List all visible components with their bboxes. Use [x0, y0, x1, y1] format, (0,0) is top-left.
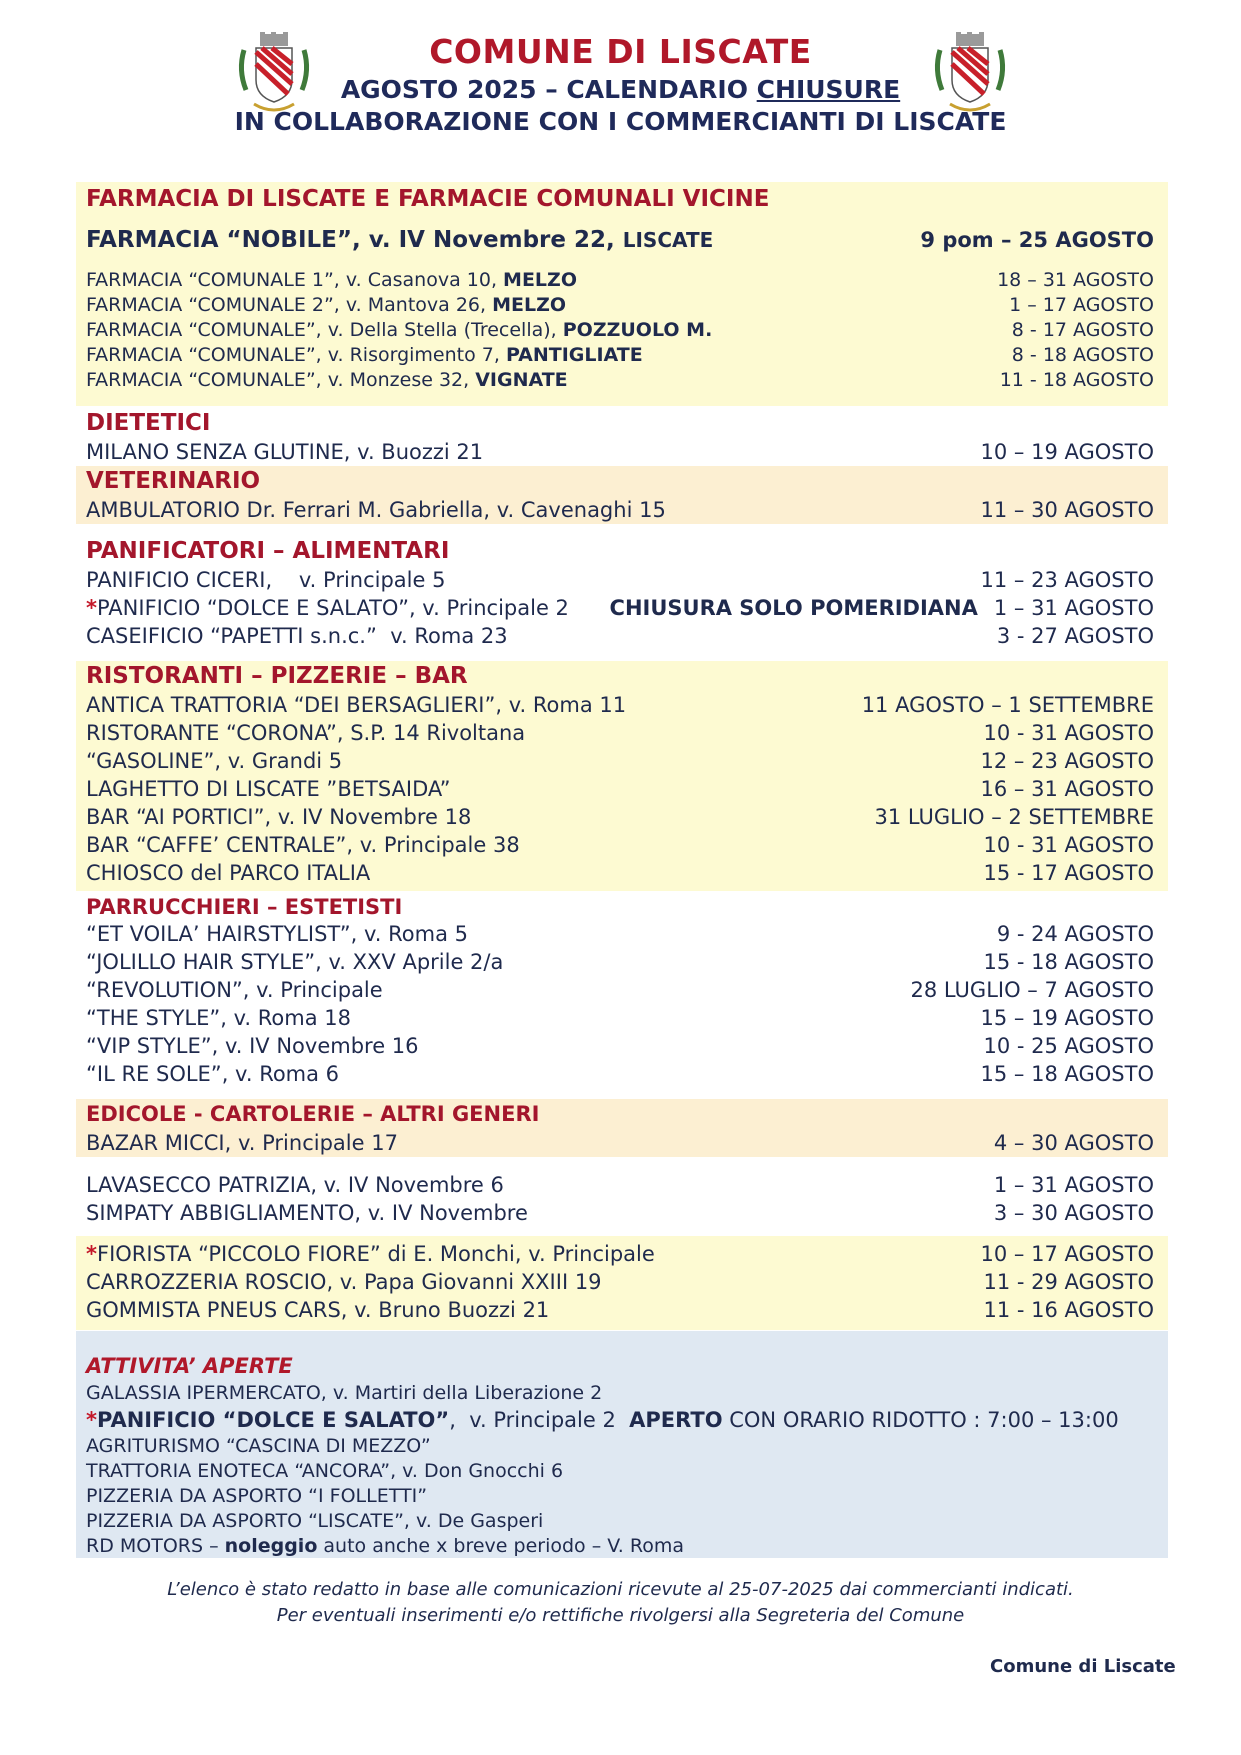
item-name: “THE STYLE”, v. Roma 18 — [86, 1006, 351, 1030]
item-town: VIGNATE — [475, 369, 568, 391]
item-date: 9 - 24 AGOSTO — [996, 922, 1154, 946]
list-item — [86, 1129, 1154, 1157]
section-ristoranti — [76, 661, 1168, 891]
item-date: 8 - 17 AGOSTO — [1011, 319, 1154, 341]
list-item — [86, 747, 1154, 775]
item-name: AMBULATORIO Dr. Ferrari M. Gabriella, v. Cavenaghi 15 — [86, 498, 666, 522]
item-name: FARMACIA “COMUNALE 1”, v. Casanova 10, — [86, 269, 504, 291]
item-date: 1 – 17 AGOSTO — [1009, 294, 1154, 316]
item-date: 28 LUGLIO – 7 AGOSTO — [910, 978, 1154, 1002]
category-title: ATTIVITA’ APERTE — [86, 1354, 293, 1378]
footer-note — [0, 1577, 1241, 1629]
item-text: GALASSIA IPERMERCATO, v. Martiri della Liberazione 2 — [86, 1382, 603, 1404]
category-title: RISTORANTI – PIZZERIE – BAR — [86, 663, 468, 689]
item-note: CHIUSURA SOLO POMERIDIANA — [609, 596, 978, 620]
item-date: 11 - 29 AGOSTO — [983, 1270, 1154, 1294]
list-item — [86, 719, 1154, 747]
list-item — [86, 318, 1154, 343]
item-date: 8 - 18 AGOSTO — [1011, 344, 1154, 366]
item-name: CASEIFICIO “PAPETTI s.n.c.” v. Roma 23 — [86, 624, 508, 648]
item-town: POZZUOLO M. — [562, 319, 713, 341]
list-item — [86, 859, 1154, 887]
item-date: 11 – 30 AGOSTO — [980, 498, 1154, 522]
item-text: PIZZERIA DA ASPORTO “LISCATE”, v. De Gasperi — [86, 1510, 544, 1532]
item-text: AGRITURISMO “CASCINA DI MEZZO” — [86, 1435, 431, 1457]
category-title: EDICOLE - CARTOLERIE – ALTRI GENERI — [86, 1102, 540, 1126]
item-name: FIORISTA “PICCOLO FIORE” di E. Monchi, v. Principale — [96, 1242, 655, 1266]
item-name: “ET VOILA’ HAIRSTYLIST”, v. Roma 5 — [86, 922, 469, 946]
asterisk-mark: * — [86, 1242, 97, 1266]
section-dietetici — [76, 408, 1168, 464]
item-name: “JOLILLO HAIR STYLE”, v. XXV Aprile 2/a — [86, 950, 504, 974]
list-item — [86, 1434, 1154, 1459]
category-title: DIETETICI — [86, 410, 211, 436]
list-item — [86, 1459, 1154, 1484]
page-subtitle-2: IN COLLABORAZIONE CON I COMMERCIANTI DI LISCATE — [234, 107, 1007, 136]
list-item — [86, 691, 1154, 719]
item-text: PIZZERIA DA ASPORTO “I FOLLETTI” — [86, 1485, 428, 1507]
item-name: CHIOSCO del PARCO ITALIA — [86, 861, 371, 885]
list-item — [86, 622, 1154, 650]
item-name: BAR “CAFFE’ CENTRALE”, v. Principale 38 — [86, 833, 520, 857]
item-name: RISTORANTE “CORONA”, S.P. 14 Rivoltana — [86, 721, 526, 745]
section-parrucchieri — [76, 894, 1168, 1090]
item-name: PANIFICIO “DOLCE E SALATO” — [96, 1408, 450, 1432]
section-edicole — [76, 1099, 1168, 1157]
section-veterinario — [76, 466, 1168, 524]
category-title: PANIFICATORI – ALIMENTARI — [86, 538, 450, 564]
item-name: BAR “AI PORTICI”, v. IV Novembre 18 — [86, 805, 472, 829]
item-text: TRATTORIA ENOTECA “ANCORA”, v. Don Gnocchi 6 — [86, 1460, 564, 1482]
item-date: 10 - 31 AGOSTO — [983, 833, 1154, 857]
item-date: 11 – 23 AGOSTO — [980, 568, 1154, 592]
item-highlight: noleggio — [224, 1535, 318, 1557]
item-name: BAZAR MICCI, v. Principale 17 — [86, 1131, 398, 1155]
list-item — [86, 1060, 1154, 1088]
list-item — [86, 1509, 1154, 1534]
list-item — [86, 948, 1154, 976]
item-name: FARMACIA “NOBILE”, v. IV Novembre 22, — [86, 227, 623, 253]
item-name: LAGHETTO DI LISCATE ”BETSAIDA” — [86, 777, 451, 801]
item-text: auto anche x breve periodo – V. Roma — [317, 1535, 684, 1557]
item-date: 31 LUGLIO – 2 SETTEMBRE — [874, 805, 1154, 829]
list-item — [86, 1268, 1154, 1296]
item-date: 4 – 30 AGOSTO — [993, 1131, 1154, 1155]
list-item — [86, 1296, 1154, 1324]
footer-line: Per eventuali inserimenti e/o rettifiche rivolgersi alla Segreteria del Comune — [276, 1605, 965, 1626]
category-title: FARMACIA DI LISCATE E FARMACIE COMUNALI VICINE — [86, 186, 770, 212]
item-date: 11 - 16 AGOSTO — [983, 1298, 1154, 1322]
item-date: 11 - 18 AGOSTO — [999, 369, 1154, 391]
list-item — [86, 1534, 1154, 1559]
item-town: MELZO — [492, 294, 566, 316]
item-town: MELZO — [503, 269, 577, 291]
list-item — [86, 1406, 1154, 1434]
section-farmacie — [76, 182, 1168, 406]
section-altri-2 — [76, 1236, 1168, 1330]
item-town: PANTIGLIATE — [505, 344, 643, 366]
item-name: FARMACIA “COMUNALE”, v. Monzese 32, — [86, 369, 476, 391]
subtitle-text: AGOSTO 2025 – CALENDARIO — [340, 75, 757, 104]
page-title: COMUNE DI LISCATE — [429, 32, 812, 71]
item-name: ANTICA TRATTORIA “DEI BERSAGLIERI”, v. Roma 11 — [86, 693, 627, 717]
item-date: 15 - 18 AGOSTO — [983, 950, 1154, 974]
list-item — [86, 831, 1154, 859]
signature: Comune di Liscate — [990, 1656, 1176, 1677]
item-date: 15 – 19 AGOSTO — [980, 1006, 1154, 1030]
item-date: 1 – 31 AGOSTO — [993, 1173, 1154, 1197]
list-item — [86, 1484, 1154, 1509]
item-town: LISCATE — [622, 228, 714, 252]
item-date: 10 – 19 AGOSTO — [980, 440, 1154, 464]
subtitle-underlined: CHIUSURE — [756, 75, 901, 104]
list-item — [86, 343, 1154, 368]
asterisk-mark: * — [86, 596, 97, 620]
list-item — [86, 438, 1154, 466]
item-date: 10 – 17 AGOSTO — [980, 1242, 1154, 1266]
list-item — [86, 1240, 1154, 1268]
list-item — [86, 920, 1154, 948]
section-altri — [76, 1171, 1168, 1227]
category-title: VETERINARIO — [86, 468, 261, 494]
item-address: , v. Principale 2 — [449, 1408, 630, 1432]
item-hours: CON ORARIO RIDOTTO : 7:00 – 13:00 — [722, 1408, 1119, 1432]
item-date: 3 – 30 AGOSTO — [993, 1201, 1154, 1225]
section-panificatori — [76, 536, 1168, 648]
list-item — [86, 775, 1154, 803]
item-date: 11 AGOSTO – 1 SETTEMBRE — [861, 693, 1154, 717]
item-date: 15 - 17 AGOSTO — [983, 861, 1154, 885]
list-item — [86, 566, 1154, 594]
item-date: 1 – 31 AGOSTO — [993, 596, 1154, 620]
item-name: RD MOTORS – — [86, 1535, 225, 1557]
list-item — [86, 1381, 1154, 1406]
item-date: 3 - 27 AGOSTO — [996, 624, 1154, 648]
list-item — [86, 1199, 1154, 1227]
item-date: 15 – 18 AGOSTO — [980, 1062, 1154, 1086]
category-title: PARRUCCHIERI – ESTETISTI — [86, 895, 403, 919]
list-item — [86, 496, 1154, 524]
list-item — [86, 224, 1154, 256]
list-item — [86, 1032, 1154, 1060]
list-item — [86, 803, 1154, 831]
item-name: “IL RE SOLE”, v. Roma 6 — [86, 1062, 340, 1086]
item-name: FARMACIA “COMUNALE 2”, v. Mantova 26, — [86, 294, 493, 316]
item-name: FARMACIA “COMUNALE”, v. Risorgimento 7, — [86, 344, 506, 366]
asterisk-mark: * — [86, 1408, 97, 1432]
list-item — [86, 268, 1154, 293]
item-name: PANIFICIO “DOLCE E SALATO”, v. Principale 2 — [96, 596, 569, 620]
page-subtitle — [0, 74, 1241, 106]
item-name: PANIFICIO CICERI, v. Principale 5 — [86, 568, 446, 592]
list-item — [86, 594, 1154, 622]
item-name: GOMMISTA PNEUS CARS, v. Bruno Buozzi 21 — [86, 1298, 550, 1322]
item-name: “VIP STYLE”, v. IV Novembre 16 — [86, 1034, 419, 1058]
list-item — [86, 976, 1154, 1004]
section-aperte — [76, 1331, 1168, 1558]
item-date: 18 – 31 AGOSTO — [997, 269, 1154, 291]
item-name: CARROZZERIA ROSCIO, v. Papa Giovanni XXIII 19 — [86, 1270, 602, 1294]
item-name: FARMACIA “COMUNALE”, v. Della Stella (Trecella), — [86, 319, 563, 341]
list-item — [86, 1004, 1154, 1032]
item-date: 10 - 25 AGOSTO — [983, 1034, 1154, 1058]
item-name: MILANO SENZA GLUTINE, v. Buozzi 21 — [86, 440, 484, 464]
item-name: “REVOLUTION”, v. Principale — [86, 978, 383, 1002]
item-name: LAVASECCO PATRIZIA, v. IV Novembre 6 — [86, 1173, 504, 1197]
footer-line: L’elenco è stato redatto in base alle comunicazioni ricevute al 25-07-2025 dai commercianti indicati. — [167, 1579, 1074, 1600]
list-item — [86, 1171, 1154, 1199]
item-date: 10 - 31 AGOSTO — [983, 721, 1154, 745]
page-header — [0, 30, 1241, 138]
item-status: APERTO — [629, 1408, 723, 1432]
item-name: SIMPATY ABBIGLIAMENTO, v. IV Novembre — [86, 1201, 528, 1225]
list-item — [86, 293, 1154, 318]
item-date: 16 – 31 AGOSTO — [980, 777, 1154, 801]
item-date: 9 pom – 25 AGOSTO — [920, 228, 1154, 252]
item-name: “GASOLINE”, v. Grandi 5 — [86, 749, 343, 773]
list-item — [86, 368, 1154, 393]
item-date: 12 – 23 AGOSTO — [980, 749, 1154, 773]
